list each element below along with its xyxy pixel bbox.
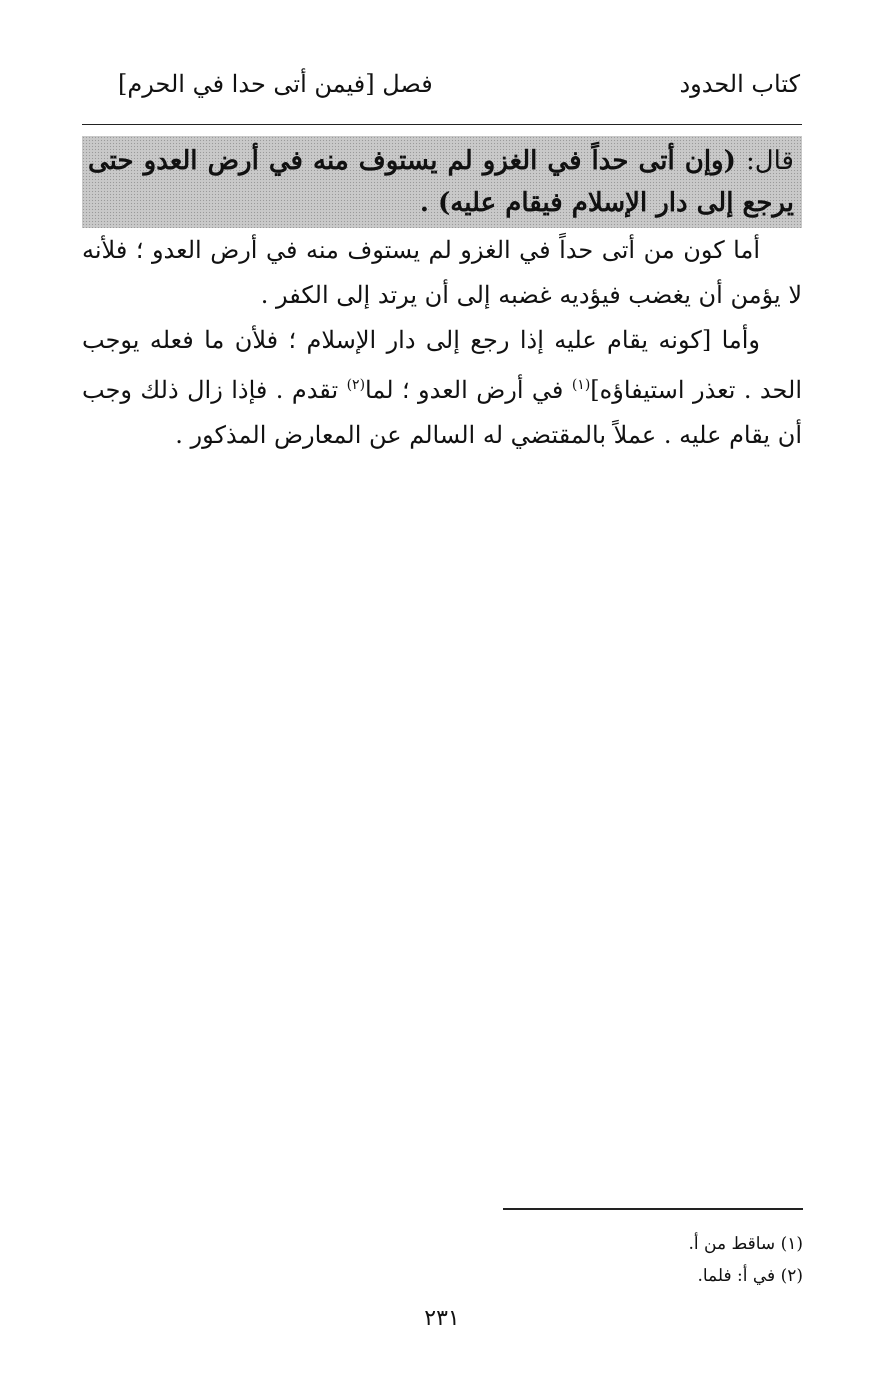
footnotes bbox=[503, 1228, 803, 1292]
footnote-2: (٢) في أ: فلما. bbox=[697, 1266, 803, 1286]
section-title: فصل [فيمن أتى حدا في الحرم] bbox=[118, 70, 433, 98]
book-title: كتاب الحدود bbox=[679, 70, 800, 98]
matn-paragraph bbox=[88, 140, 794, 224]
paragraph-2-part-2: في أرض العدو ؛ لما bbox=[365, 376, 572, 404]
matn-highlight-box bbox=[82, 136, 802, 228]
paragraph-2-part-3: تقدم . فإذا زال ذلك وجب أن يقام عليه . عملاً بالمقتضي له السالم عن المعارض المذكور . bbox=[82, 376, 802, 449]
footnote-divider bbox=[503, 1208, 803, 1210]
commentary-paragraph-1 bbox=[82, 228, 802, 318]
footnote-ref-1: (١) bbox=[571, 377, 591, 393]
footnote-ref-2: (٢) bbox=[346, 377, 366, 393]
running-header bbox=[82, 70, 800, 116]
matn-qala-label: قال: bbox=[745, 146, 794, 176]
header-divider bbox=[82, 124, 802, 125]
footnote-1: (١) ساقط من أ. bbox=[688, 1234, 803, 1254]
matn-text: (وإن أتى حداً في الغزو لم يستوف منه في أرض العدو حتى يرجع إلى دار الإسلام فيقام عليه) . bbox=[88, 146, 794, 218]
paragraph-1-text: أما كون من أتى حداً في الغزو لم يستوف منه في أرض العدو ؛ فلأنه لا يؤمن أن يغضب فيؤديه غضبه إلى أن يرتد إلى الكفر . bbox=[82, 236, 802, 309]
commentary-paragraph-2 bbox=[82, 318, 802, 458]
paragraph-2-part-1: وأما [كونه يقام عليه إذا رجع إلى دار الإسلام ؛ فلأن ما فعله يوجب الحد . تعذر استيفاؤه] bbox=[82, 326, 802, 404]
commentary-body bbox=[82, 228, 802, 458]
page-number: ٢٣١ bbox=[424, 1306, 460, 1331]
